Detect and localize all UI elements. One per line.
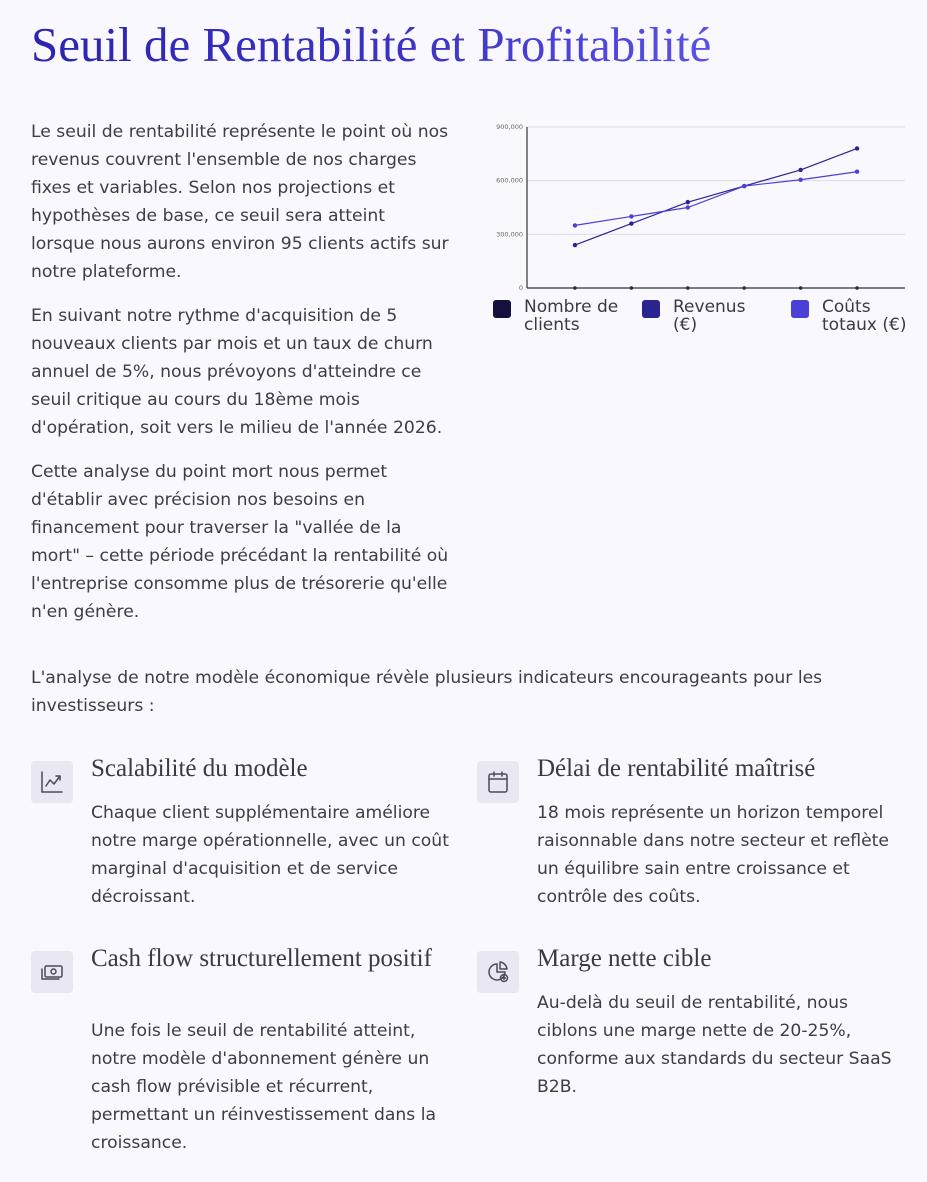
x-tick-mark: [799, 286, 803, 290]
paragraph: Cette analyse du point mort nous permet d'établir avec précision nos besoins en financement pour traverser la "vallée de la mort" – cette période précédant la rentabilité où l'entreprise consomme plus de trésorerie qu'elle n'en génère.: [31, 462, 449, 622]
data-point: [855, 146, 859, 150]
feature-card: [31, 945, 437, 1161]
feature-text: 18 mois représente un horizon temporel raisonnable dans notre secteur et reflète un équilibre sain entre croissance et contrôle des coûts.: [537, 803, 889, 907]
series-line: [575, 172, 857, 226]
x-tick-mark: [742, 286, 746, 290]
data-point: [686, 200, 690, 204]
legend-swatch: [493, 300, 511, 318]
data-point: [855, 170, 859, 174]
data-point: [798, 178, 802, 182]
chart-line-icon: [31, 761, 73, 803]
legend-swatch: [791, 300, 809, 318]
feature-title: Scalabilité du modèle: [91, 755, 308, 782]
chart-canvas: [474, 112, 914, 296]
data-point: [573, 243, 577, 247]
data-point: [629, 221, 633, 225]
page-title: Seuil de Rentabilité et Profitabilité: [31, 14, 711, 76]
feature-text: Chaque client supplémentaire améliore notre marge opérationnelle, avec un coût marginal d'acquisition et de service décroissant.: [91, 803, 449, 907]
feature-text: Une fois le seuil de rentabilité atteint, notre modèle d'abonnement génère un cash flow prévisible et récurrent, permettant un réinvestissement dans la croissance.: [91, 1021, 437, 1153]
chart-legend: [493, 297, 923, 348]
x-tick-mark: [573, 286, 577, 290]
y-tick-label: 300,000: [496, 230, 523, 239]
feature-card: [477, 945, 892, 1111]
feature-title: Marge nette cible: [537, 945, 712, 972]
feature-card: [477, 755, 889, 921]
y-tick-label: 0: [518, 284, 523, 292]
y-tick-label: 600,000: [496, 176, 523, 185]
break-even-chart: [474, 112, 914, 352]
data-point: [573, 223, 577, 227]
data-point: [686, 205, 690, 209]
legend-swatch: [642, 300, 660, 318]
feature-title: Cash flow structurellement positif: [91, 945, 432, 972]
cash-icon: [31, 951, 73, 993]
intro-text: [31, 118, 451, 642]
x-tick-mark: [686, 286, 690, 290]
paragraph: En suivant notre rythme d'acquisition de 5 nouveaux clients par mois et un taux de churn annuel de 5%, nous prévoyons d'atteindre ce seuil critique au cours du 18ème mois d'opération, soit vers le milieu de l'année 2026.: [31, 306, 443, 438]
lead-text: L'analyse de notre modèle économique révèle plusieurs indicateurs encourageants pour les investisseurs :: [31, 668, 823, 716]
calendar-icon: [477, 761, 519, 803]
pie-chart-icon: [477, 951, 519, 993]
y-tick-label: 900,000: [496, 123, 523, 131]
data-point: [629, 214, 633, 218]
data-point: [798, 168, 802, 172]
legend-label: Nombre de clients: [524, 297, 619, 335]
data-point: [742, 184, 746, 188]
legend-label: Coûts totaux (€): [822, 297, 907, 335]
x-tick-mark: [630, 286, 634, 290]
feature-card: [31, 755, 449, 921]
paragraph: Le seuil de rentabilité représente le point où nos revenus couvrent l'ensemble de nos charges fixes et variables. Selon nos projections et hypothèses de base, ce seuil sera atteint lorsque nous aurons environ 95 clients actifs sur notre plateforme.: [31, 122, 449, 282]
x-tick-mark: [855, 286, 859, 290]
legend-label: Revenus (€): [673, 297, 746, 335]
feature-text: Au-delà du seuil de rentabilité, nous ciblons une marge nette de 20-25%, conforme aux standards du secteur SaaS B2B.: [537, 993, 892, 1097]
feature-title: Délai de rentabilité maîtrisé: [537, 755, 816, 782]
